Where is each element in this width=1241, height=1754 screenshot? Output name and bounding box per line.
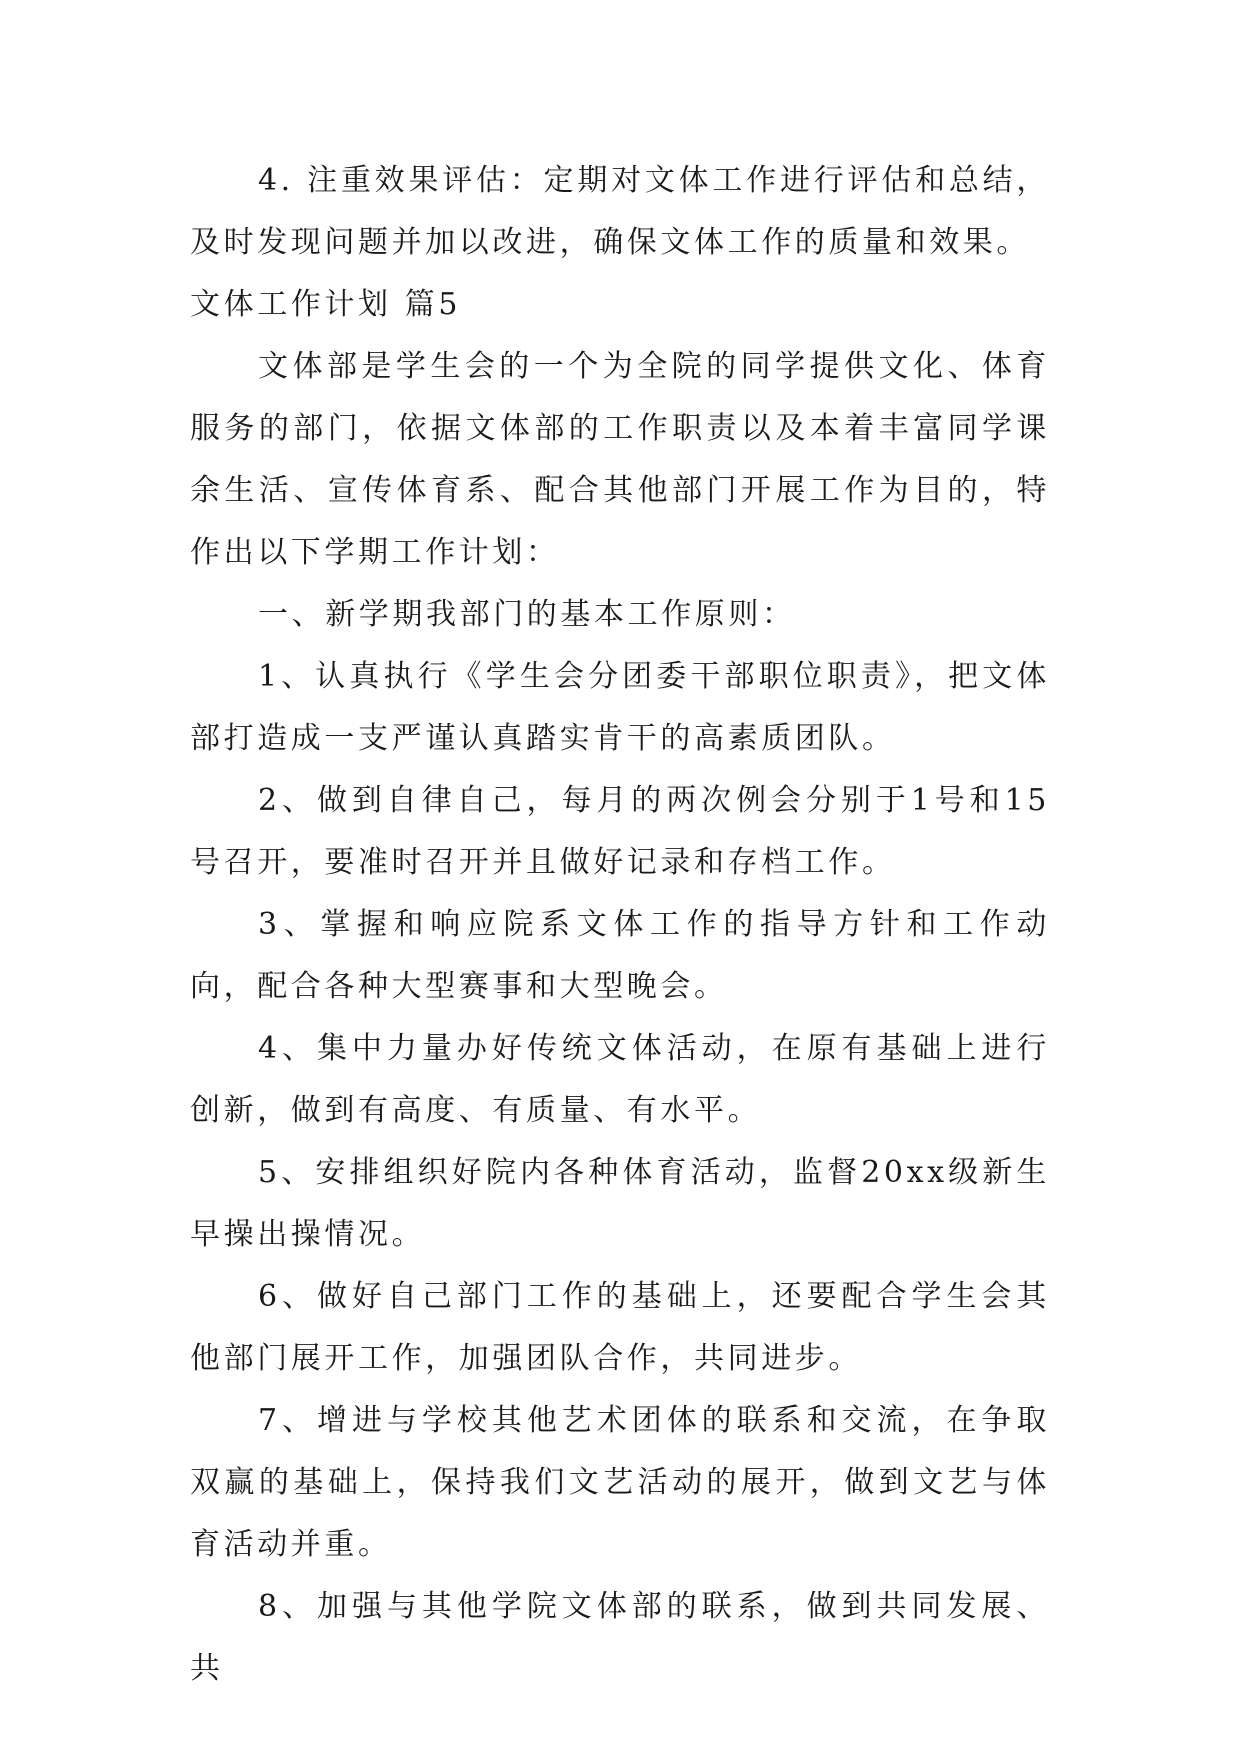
list-item-2: 2、做到自律自己，每月的两次例会分别于1号和15号召开，要准时召开并且做好记录和存档工作。: [190, 783, 1050, 880]
section-heading: 文体工作计划 篇5: [190, 287, 462, 322]
paragraph-intro: 文体部是学生会的一个为全院的同学提供文化、体育服务的部门，依据文体部的工作职责以及本着丰富同学课余生活、宣传体育系、配合其他部门开展工作为目的，特作出以下学期工作计划：: [190, 349, 1050, 570]
list-item-5: 5、安排组织好院内各种体育活动，监督20xx级新生早操出操情况。: [190, 1155, 1050, 1252]
paragraph-effect-evaluation: 4. 注重效果评估：定期对文体工作进行评估和总结，及时发现问题并加以改进，确保文体工作的质量和效果。: [190, 163, 1050, 260]
paragraph-principles-heading: 一、新学期我部门的基本工作原则：: [258, 597, 796, 632]
list-item-6: 6、做好自己部门工作的基础上，还要配合学生会其他部门展开工作，加强团队合作，共同进步。: [190, 1279, 1050, 1376]
list-item-1: 1、认真执行《学生会分团委干部职位职责》，把文体部打造成一支严谨认真踏实肯干的高素质团队。: [190, 659, 1050, 756]
list-item-7: 7、增进与学校其他艺术团体的联系和交流，在争取双赢的基础上，保持我们文艺活动的展开，做到文艺与体育活动并重。: [190, 1403, 1050, 1562]
list-item-3: 3、掌握和响应院系文体工作的指导方针和工作动向，配合各种大型赛事和大型晚会。: [190, 907, 1050, 1004]
list-item-8: 8、加强与其他学院文体部的联系，做到共同发展、共: [190, 1589, 1050, 1686]
list-item-4: 4、集中力量办好传统文体活动，在原有基础上进行创新，做到有高度、有质量、有水平。: [190, 1031, 1050, 1128]
document-body: [190, 150, 1050, 1700]
